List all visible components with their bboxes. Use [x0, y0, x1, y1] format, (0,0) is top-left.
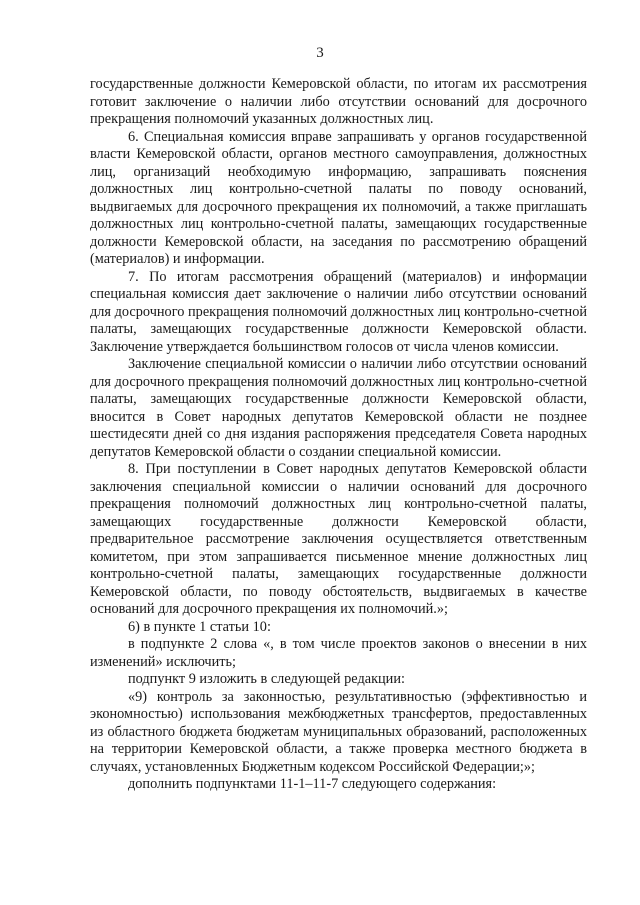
paragraph-subitem-2: в подпункте 2 слова «, в том числе проектов законов о внесении в них изменений» исключить; [90, 636, 587, 670]
paragraph-item-7: 7. По итогам рассмотрения обращений (материалов) и информации специальная комиссия дает заключение о наличии либо отсутствии оснований для досрочного прекращения полномочий должностных лиц контрольно-счетной палаты, замещающих государственные должности Кемеровской области. Заключение утверждается большинством голосов от числа членов комиссии. [90, 268, 587, 355]
paragraph-subitem-9-intro: подпункт 9 изложить в следующей редакции: [128, 671, 405, 687]
paragraph-item-6: 6. Специальная комиссия вправе запрашивать у органов государственной власти Кемеровской области, органов местного самоуправления, должностных лиц, организаций необходимую информацию, запрашивать пояснения должностных лиц контрольно-счетной палаты по поводу оснований, выдвигаемых для досрочного прекращения их полномочий, а также приглашать должностных лиц контрольно-счетной палаты, замещающих государственные должности Кемеровской области, на заседания по рассмотрению обращений (материалов) и информации. [90, 128, 587, 267]
page-number: 3 [316, 45, 324, 61]
paragraph-add-subitems: дополнить подпунктами 11-1–11-7 следующего содержания: [128, 776, 497, 792]
paragraph-continuation: государственные должности Кемеровской области, по итогам их рассмотрения готовит заключение о наличии либо отсутствии оснований для досрочного прекращения полномочий указанных должностных лиц. [90, 76, 587, 127]
document-body [90, 76, 587, 794]
paragraph-item-8: 8. При поступлении в Совет народных депутатов Кемеровской области заключения специальной комиссии о наличии оснований для досрочного прекращения полномочий должностных лиц контрольно-счетной палаты, замещающих государственные должности Кемеровской области, предварительное рассмотрение заключения осуществляется ответственным комитетом, при этом запрашивается письменное мнение должностных лиц контрольно-счетной палаты, замещающих государственные должности Кемеровской области, по поводу обстоятельств, выдвигаемых в качестве оснований для досрочного прекращения их полномочий.»; [90, 461, 587, 617]
paragraph-conclusion: Заключение специальной комиссии о наличии либо отсутствии оснований для досрочного прекращения полномочий должностных лиц контрольно-счетной палаты, замещающих государственные должности Кемеровской области, вносится в Совет народных депутатов Кемеровской области не позднее шестидесяти дней со дня издания распоряжения председателя Совета народных депутатов Кемеровской области о создании специальной комиссии. [90, 356, 587, 460]
paragraph-subitem-9-text: «9) контроль за законностью, результативностью (эффективностью и экономностью) использования межбюджетных трансфертов, предоставленных из областного бюджета бюджетам муниципальных образований, расположенных на территории Кемеровской области, а также проверка местного бюджета в случаях, установленных Бюджетным кодексом Российской Федерации;»; [90, 688, 587, 775]
paragraph-amendment-6: 6) в пункте 1 статьи 10: [128, 618, 271, 635]
